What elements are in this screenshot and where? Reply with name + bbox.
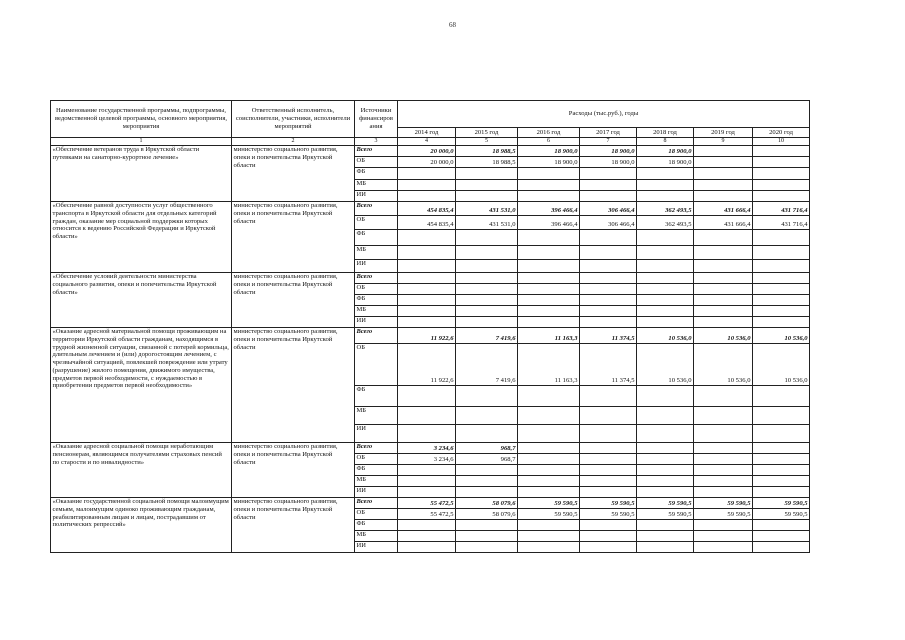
amount-cell — [398, 465, 456, 476]
amount-cell — [398, 284, 456, 295]
header-year: 2020 год — [753, 128, 810, 138]
amount-cell: 11 163,3 — [518, 344, 580, 386]
amount-cell — [637, 260, 694, 273]
funding-source-cell: ОБ — [355, 454, 398, 465]
executor-cell: министерство социального развития, опеки и попечительства Иркутской области — [232, 443, 355, 498]
amount-cell — [753, 520, 810, 531]
funding-source-cell: ФБ — [355, 230, 398, 246]
amount-cell — [456, 295, 518, 306]
column-number: 3 — [355, 138, 398, 146]
amount-cell — [753, 407, 810, 425]
amount-cell — [580, 180, 637, 191]
amount-cell — [637, 191, 694, 202]
amount-cell — [753, 180, 810, 191]
amount-cell — [637, 520, 694, 531]
table-row — [51, 443, 810, 454]
amount-cell: 431 716,4 — [753, 202, 810, 216]
amount-cell — [580, 443, 637, 454]
funding-source-cell: Всего — [355, 146, 398, 157]
table-row — [51, 146, 810, 157]
amount-cell — [518, 260, 580, 273]
amount-cell: 362 493,5 — [637, 202, 694, 216]
amount-cell — [580, 487, 637, 498]
amount-cell: 18 988,5 — [456, 157, 518, 168]
amount-cell: 11 374,5 — [580, 344, 637, 386]
amount-cell — [518, 168, 580, 180]
amount-cell — [694, 454, 753, 465]
funding-source-cell: ФБ — [355, 386, 398, 407]
amount-cell — [694, 260, 753, 273]
amount-cell: 18 900,0 — [580, 146, 637, 157]
program-name-cell: «Обеспечение условий деятельности министерства социального развития, опеки и попечительства Иркутской области» — [51, 273, 232, 328]
amount-cell — [398, 273, 456, 284]
amount-cell — [694, 542, 753, 553]
amount-cell: 10 536,0 — [753, 328, 810, 344]
amount-cell: 431 531,0 — [456, 202, 518, 216]
amount-cell — [518, 191, 580, 202]
amount-cell — [518, 465, 580, 476]
amount-cell — [637, 284, 694, 295]
header-expenses: Расходы (тыс.руб.), годы — [398, 101, 810, 128]
amount-cell: 18 900,0 — [518, 157, 580, 168]
amount-cell: 59 590,5 — [580, 509, 637, 520]
amount-cell — [456, 520, 518, 531]
amount-cell — [694, 146, 753, 157]
amount-cell — [637, 443, 694, 454]
table-row — [51, 498, 810, 509]
amount-cell — [456, 246, 518, 260]
funding-source-cell: МБ — [355, 180, 398, 191]
amount-cell: 3 234,6 — [398, 454, 456, 465]
amount-cell: 59 590,5 — [518, 509, 580, 520]
amount-cell — [518, 531, 580, 542]
amount-cell: 11 163,3 — [518, 328, 580, 344]
funding-source-cell: МБ — [355, 306, 398, 317]
amount-cell — [753, 531, 810, 542]
funding-source-cell: ИИ — [355, 542, 398, 553]
amount-cell — [518, 443, 580, 454]
amount-cell — [753, 386, 810, 407]
amount-cell — [637, 306, 694, 317]
program-name-cell: «Оказание адресной материальной помощи проживающим на территории Иркутской области гражданам, находящимся в трудной жизненной ситуации, связанной с потерей кормильца, длительным лечением и (или) дорогостоящим лечением, с чрезвычайной ситуацией, повлекшей повреждение или утрату (разрушение) жилого помещения, движимого имущества, предметов первой необходимости, с нуждаемостью в приобретении предметов первой необходимости» — [51, 328, 232, 443]
amount-cell: 11 922,6 — [398, 328, 456, 344]
amount-cell — [398, 295, 456, 306]
amount-cell — [398, 168, 456, 180]
amount-cell — [518, 454, 580, 465]
amount-cell — [694, 425, 753, 443]
amount-cell — [694, 306, 753, 317]
amount-cell — [753, 465, 810, 476]
amount-cell — [456, 180, 518, 191]
amount-cell: 7 419,6 — [456, 328, 518, 344]
amount-cell — [518, 230, 580, 246]
amount-cell: 59 590,5 — [637, 509, 694, 520]
header-executor: Ответственный исполнитель, соисполнители, участники, исполнители мероприятий — [232, 101, 355, 138]
amount-cell: 58 079,6 — [456, 498, 518, 509]
column-number: 4 — [398, 138, 456, 146]
amount-cell — [694, 191, 753, 202]
amount-cell — [694, 230, 753, 246]
amount-cell — [398, 487, 456, 498]
amount-cell — [637, 542, 694, 553]
amount-cell — [580, 317, 637, 328]
amount-cell — [637, 168, 694, 180]
amount-cell — [694, 180, 753, 191]
amount-cell — [580, 284, 637, 295]
amount-cell — [637, 180, 694, 191]
amount-cell — [456, 260, 518, 273]
header-year: 2014 год — [398, 128, 456, 138]
funding-source-cell: МБ — [355, 246, 398, 260]
amount-cell — [637, 454, 694, 465]
amount-cell: 59 590,5 — [753, 498, 810, 509]
amount-cell — [518, 295, 580, 306]
program-name-cell: «Обеспечение равной доступности услуг общественного транспорта в Иркутской области для отдельных категорий граждан, оказание мер социальной поддержки которых относится к ведению Российской Федерации и Иркутской области» — [51, 202, 232, 273]
column-number: 8 — [637, 138, 694, 146]
amount-cell — [580, 386, 637, 407]
amount-cell — [694, 157, 753, 168]
amount-cell — [694, 168, 753, 180]
amount-cell — [580, 295, 637, 306]
amount-cell — [694, 443, 753, 454]
amount-cell — [637, 531, 694, 542]
amount-cell — [637, 407, 694, 425]
funding-source-cell: МБ — [355, 407, 398, 425]
funding-source-cell: ФБ — [355, 295, 398, 306]
amount-cell: 59 590,5 — [580, 498, 637, 509]
amount-cell — [694, 295, 753, 306]
amount-cell: 20 000,0 — [398, 146, 456, 157]
amount-cell — [694, 476, 753, 487]
amount-cell — [456, 230, 518, 246]
executor-cell: министерство социального развития, опеки и попечительства Иркутской области — [232, 273, 355, 328]
header-year: 2018 год — [637, 128, 694, 138]
amount-cell — [637, 487, 694, 498]
funding-source-cell: ОБ — [355, 284, 398, 295]
funding-source-cell: ИИ — [355, 317, 398, 328]
amount-cell — [694, 273, 753, 284]
amount-cell — [456, 191, 518, 202]
amount-cell — [456, 168, 518, 180]
funding-source-cell: ОБ — [355, 344, 398, 386]
amount-cell — [637, 386, 694, 407]
amount-cell: 58 079,6 — [456, 509, 518, 520]
amount-cell — [456, 407, 518, 425]
column-number: 9 — [694, 138, 753, 146]
amount-cell: 306 466,4 — [580, 202, 637, 216]
amount-cell — [398, 230, 456, 246]
amount-cell — [753, 168, 810, 180]
amount-cell: 10 536,0 — [753, 344, 810, 386]
amount-cell — [637, 246, 694, 260]
amount-cell — [398, 306, 456, 317]
amount-cell — [518, 425, 580, 443]
amount-cell — [694, 386, 753, 407]
amount-cell — [580, 465, 637, 476]
amount-cell — [753, 476, 810, 487]
funding-source-cell: МБ — [355, 531, 398, 542]
executor-cell: министерство социального развития, опеки и попечительства Иркутской области — [232, 498, 355, 553]
funding-source-cell: ОБ — [355, 216, 398, 230]
amount-cell — [753, 487, 810, 498]
amount-cell — [694, 317, 753, 328]
amount-cell: 55 472,5 — [398, 509, 456, 520]
page-number: 68 — [449, 21, 456, 29]
amount-cell — [580, 531, 637, 542]
funding-source-cell: ФБ — [355, 465, 398, 476]
header-funding-source: Источники финансиров ания — [355, 101, 398, 138]
amount-cell: 59 590,5 — [694, 498, 753, 509]
amount-cell — [456, 487, 518, 498]
amount-cell — [694, 465, 753, 476]
amount-cell — [580, 542, 637, 553]
amount-cell: 10 536,0 — [694, 328, 753, 344]
funding-source-cell: Всего — [355, 273, 398, 284]
amount-cell — [753, 295, 810, 306]
funding-source-cell: Всего — [355, 328, 398, 344]
table-row — [51, 328, 810, 344]
amount-cell: 431 531,0 — [456, 216, 518, 230]
executor-cell: министерство социального развития, опеки и попечительства Иркутской области — [232, 146, 355, 202]
column-number: 10 — [753, 138, 810, 146]
amount-cell: 11 374,5 — [580, 328, 637, 344]
amount-cell — [398, 407, 456, 425]
amount-cell — [753, 230, 810, 246]
amount-cell — [637, 273, 694, 284]
column-number: 7 — [580, 138, 637, 146]
amount-cell: 431 666,4 — [694, 202, 753, 216]
column-number: 6 — [518, 138, 580, 146]
amount-cell — [637, 317, 694, 328]
amount-cell — [456, 273, 518, 284]
funding-source-cell: ФБ — [355, 168, 398, 180]
amount-cell — [398, 520, 456, 531]
amount-cell — [753, 273, 810, 284]
table-row — [51, 202, 810, 216]
amount-cell: 55 472,5 — [398, 498, 456, 509]
amount-cell — [456, 531, 518, 542]
amount-cell: 20 000,0 — [398, 157, 456, 168]
amount-cell — [637, 230, 694, 246]
amount-cell — [580, 246, 637, 260]
amount-cell — [580, 407, 637, 425]
amount-cell — [398, 191, 456, 202]
amount-cell — [753, 260, 810, 273]
amount-cell — [580, 273, 637, 284]
amount-cell — [398, 542, 456, 553]
funding-source-cell: ИИ — [355, 260, 398, 273]
funding-source-cell: ИИ — [355, 425, 398, 443]
funding-source-cell: Всего — [355, 202, 398, 216]
amount-cell: 11 922,6 — [398, 344, 456, 386]
amount-cell — [398, 476, 456, 487]
amount-cell: 3 234,6 — [398, 443, 456, 454]
amount-cell — [518, 542, 580, 553]
amount-cell — [398, 425, 456, 443]
amount-cell: 396 466,4 — [518, 216, 580, 230]
amount-cell — [518, 246, 580, 260]
amount-cell: 362 493,5 — [637, 216, 694, 230]
funding-source-cell: МБ — [355, 476, 398, 487]
amount-cell — [637, 465, 694, 476]
amount-cell — [456, 284, 518, 295]
funding-source-cell: ИИ — [355, 191, 398, 202]
amount-cell — [694, 407, 753, 425]
amount-cell — [694, 487, 753, 498]
header-year: 2016 год — [518, 128, 580, 138]
funding-source-cell: ОБ — [355, 157, 398, 168]
amount-cell — [753, 284, 810, 295]
amount-cell: 18 900,0 — [637, 157, 694, 168]
amount-cell — [456, 386, 518, 407]
amount-cell — [753, 306, 810, 317]
header-program-name: Наименование государственной программы, подпрограммы, ведомственной целевой программы, основного мероприятия, мероприятия — [51, 101, 232, 138]
amount-cell — [637, 295, 694, 306]
amount-cell — [580, 520, 637, 531]
amount-cell — [398, 386, 456, 407]
amount-cell — [456, 317, 518, 328]
amount-cell — [580, 476, 637, 487]
amount-cell: 431 666,4 — [694, 216, 753, 230]
amount-cell: 18 900,0 — [637, 146, 694, 157]
amount-cell — [518, 476, 580, 487]
amount-cell: 431 716,4 — [753, 216, 810, 230]
amount-cell — [518, 407, 580, 425]
amount-cell — [456, 425, 518, 443]
amount-cell — [518, 317, 580, 328]
executor-cell: министерство социального развития, опеки и попечительства Иркутской области — [232, 328, 355, 443]
funding-source-cell: Всего — [355, 498, 398, 509]
amount-cell: 59 590,5 — [694, 509, 753, 520]
amount-cell — [518, 520, 580, 531]
amount-cell — [753, 425, 810, 443]
amount-cell: 7 419,6 — [456, 344, 518, 386]
amount-cell — [518, 487, 580, 498]
amount-cell — [637, 476, 694, 487]
amount-cell: 59 590,5 — [637, 498, 694, 509]
amount-cell — [753, 317, 810, 328]
amount-cell: 454 835,4 — [398, 202, 456, 216]
amount-cell — [753, 246, 810, 260]
amount-cell: 396 466,4 — [518, 202, 580, 216]
header-year: 2017 год — [580, 128, 637, 138]
amount-cell: 18 988,5 — [456, 146, 518, 157]
amount-cell — [694, 520, 753, 531]
amount-cell — [753, 443, 810, 454]
amount-cell — [398, 531, 456, 542]
header-year: 2015 год — [456, 128, 518, 138]
amount-cell — [753, 146, 810, 157]
amount-cell — [580, 454, 637, 465]
amount-cell: 968,7 — [456, 443, 518, 454]
amount-cell — [580, 230, 637, 246]
amount-cell — [518, 180, 580, 191]
funding-source-cell: ИИ — [355, 487, 398, 498]
amount-cell — [518, 284, 580, 295]
funding-source-cell: ОБ — [355, 509, 398, 520]
amount-cell — [694, 284, 753, 295]
amount-cell: 18 900,0 — [580, 157, 637, 168]
program-name-cell: «Оказание адресной социальной помощи неработающим пенсионерам, являющимся получателями страховых пенсий по старости и по инвалидности» — [51, 443, 232, 498]
amount-cell — [694, 246, 753, 260]
amount-cell — [753, 542, 810, 553]
amount-cell — [753, 454, 810, 465]
amount-cell: 10 536,0 — [694, 344, 753, 386]
amount-cell — [580, 260, 637, 273]
amount-cell — [580, 425, 637, 443]
amount-cell — [518, 306, 580, 317]
amount-cell: 306 466,4 — [580, 216, 637, 230]
executor-cell: министерство социального развития, опеки и попечительства Иркутской области — [232, 202, 355, 273]
program-name-cell: «Оказание государственной социальной помощи малоимущим семьям, малоимущим одиноко проживающим гражданам, реабилитированным лицам и лицам, пострадавшим от политических репрессий» — [51, 498, 232, 553]
amount-cell — [398, 260, 456, 273]
amount-cell — [753, 191, 810, 202]
amount-cell — [753, 157, 810, 168]
amount-cell — [456, 306, 518, 317]
amount-cell — [456, 465, 518, 476]
funding-source-cell: ФБ — [355, 520, 398, 531]
amount-cell — [637, 425, 694, 443]
amount-cell — [518, 386, 580, 407]
amount-cell — [456, 476, 518, 487]
amount-cell — [398, 180, 456, 191]
amount-cell: 59 590,5 — [753, 509, 810, 520]
program-name-cell: «Обеспечение ветеранов труда в Иркутской области путевками на санаторно-курортное лечение» — [51, 146, 232, 202]
amount-cell — [398, 246, 456, 260]
amount-cell — [694, 531, 753, 542]
amount-cell: 10 536,0 — [637, 328, 694, 344]
header-year: 2019 год — [694, 128, 753, 138]
amount-cell: 18 900,0 — [518, 146, 580, 157]
column-number: 2 — [232, 138, 355, 146]
amount-cell: 59 590,5 — [518, 498, 580, 509]
amount-cell — [580, 191, 637, 202]
amount-cell — [580, 306, 637, 317]
column-number: 5 — [456, 138, 518, 146]
amount-cell — [518, 273, 580, 284]
amount-cell: 10 536,0 — [637, 344, 694, 386]
amount-cell — [580, 168, 637, 180]
table-row — [51, 273, 810, 284]
amount-cell: 454 835,4 — [398, 216, 456, 230]
amount-cell — [398, 317, 456, 328]
column-number: 1 — [51, 138, 232, 146]
amount-cell: 968,7 — [456, 454, 518, 465]
funding-source-cell: Всего — [355, 443, 398, 454]
amount-cell — [456, 542, 518, 553]
expenses-table — [50, 100, 810, 553]
